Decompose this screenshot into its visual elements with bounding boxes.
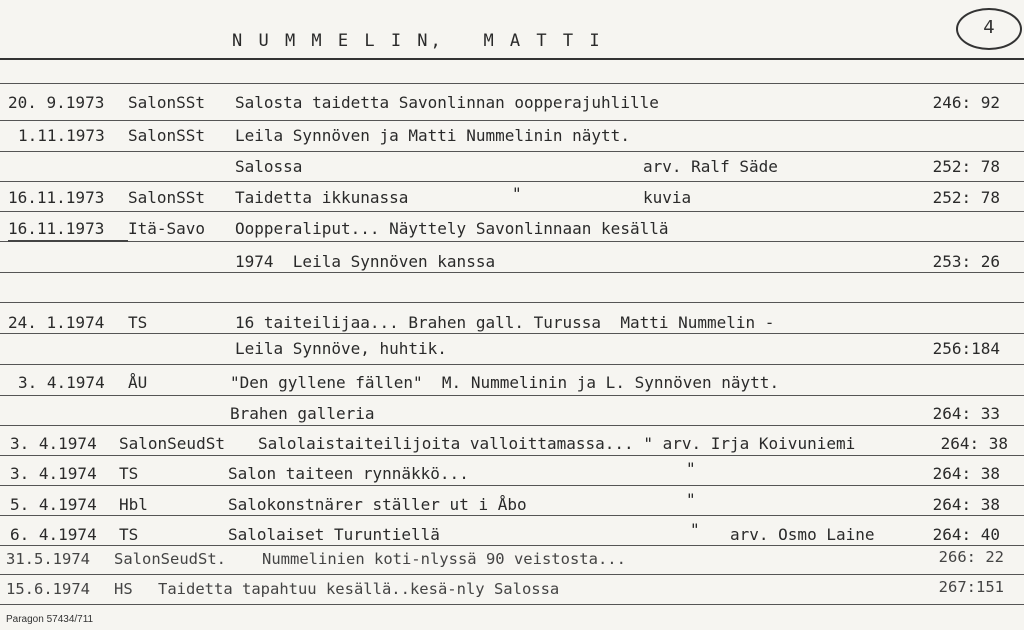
entry-text: 1974 Leila Synnöven kanssa [235,252,496,271]
entry-text: Salossa [235,157,303,176]
entry-ref: 266: 22 [938,548,1004,566]
entry-date: 5. 4.1974 [10,495,97,514]
entry-source: TS [119,464,139,483]
entry-source: TS [128,313,148,332]
rule [0,395,1024,396]
ditto-mark: " [512,184,522,203]
entry-date: 1.11.1973 [18,126,105,145]
rule [0,425,1024,426]
entry-source: HS [114,580,133,598]
rule [0,302,1024,303]
rule [0,272,1024,273]
entry-ref: 267:151 [938,578,1004,596]
rule [0,333,1024,334]
hand-underline [8,240,128,242]
entry-text: Taidetta tapahtuu kesällä..kesä-nly Salossa [158,580,560,598]
entry-text: Nummelinien koti-nlyssä 90 veistosta... [262,550,626,568]
entry-text: Salolaistaiteilijoita valloittamassa... " arv. Irja Koivuniemi [258,434,856,453]
entry-ref: 252: 78 [932,188,1000,207]
entry-ref: 256:184 [932,339,1000,358]
entry-note: arv. Osmo Laine [730,525,875,544]
entry-text: Salokonstnärer ställer ut i Åbo [228,495,527,514]
entry-ref: 252: 78 [932,157,1000,176]
entry-ref: 264: 40 [932,525,1000,544]
entry-text: "Den gyllene fällen" M. Nummelinin ja L. Synnöven näytt. [230,373,780,392]
entry-text: Taidetta ikkunassa [235,188,409,207]
entry-date: 20. 9.1973 [8,93,105,112]
entry-ref: 264: 33 [932,404,1000,423]
entry-source: SalonSSt [128,188,206,207]
entry-date: 6. 4.1974 [10,525,97,544]
entry-date: 3. 4.1974 [10,434,97,453]
ditto-mark: " [686,490,696,509]
entry-text: Salon taiteen rynnäkkö... [228,464,469,483]
rule [0,151,1024,152]
card-number-circle: 4 [956,8,1022,50]
rule [0,485,1024,486]
card-title: N U M M E L I N, M A T T I [232,31,603,51]
ditto-mark: " [686,459,696,478]
entry-date: 3. 4.1974 [10,464,97,483]
rule [0,545,1024,546]
entry-text: Salosta taidetta Savonlinnan oopperajuhlille [235,93,659,112]
entry-ref: 246: 92 [932,93,1000,112]
entry-source: TS [119,525,139,544]
entry-text: Brahen galleria [230,404,375,423]
rule [0,364,1024,365]
entry-date: 16.11.1973 [8,188,105,207]
entry-date: 15.6.1974 [6,580,90,598]
entry-text: Leila Synnöven ja Matti Nummelinin näytt. [235,126,630,145]
ditto-mark: " [690,520,700,539]
rule [0,211,1024,212]
entry-ref: 253: 26 [932,252,1000,271]
card-footer: Paragon 57434/711 [6,614,94,625]
rule [0,515,1024,516]
rule [0,604,1024,605]
entry-ref: 264: 38 [940,434,1008,453]
header-rule [0,58,1024,60]
entry-text: Salolaiset Turuntiellä [228,525,440,544]
entry-date: 31.5.1974 [6,550,90,568]
entry-source: SalonSeudSt [119,434,225,453]
entry-source: SalonSSt [128,126,206,145]
rule [0,120,1024,121]
entry-text: 16 taiteilijaa... Brahen gall. Turussa Matti Nummelin - [235,313,775,332]
entry-text: Leila Synnöve, huhtik. [235,339,447,358]
rule [0,574,1024,575]
rule [0,455,1024,456]
entry-source: SalonSSt [128,93,206,112]
entry-source: Hbl [119,495,148,514]
entry-date: 3. 4.1974 [18,373,105,392]
rule [0,181,1024,182]
rule [0,83,1024,84]
entry-date: 24. 1.1974 [8,313,105,332]
entry-text: Oopperaliput... Näyttely Savonlinnaan kesällä [235,219,669,238]
entry-source: SalonSeudSt. [114,550,226,568]
entry-ref: 264: 38 [932,495,1000,514]
entry-date: 16.11.1973 [8,219,105,238]
entry-source: Itä-Savo [128,219,206,238]
rule [0,241,1024,242]
entry-source: ÅU [128,373,148,392]
entry-note: arv. Ralf Säde [643,157,778,176]
entry-ref: 264: 38 [932,464,1000,483]
entry-note: kuvia [643,188,692,207]
